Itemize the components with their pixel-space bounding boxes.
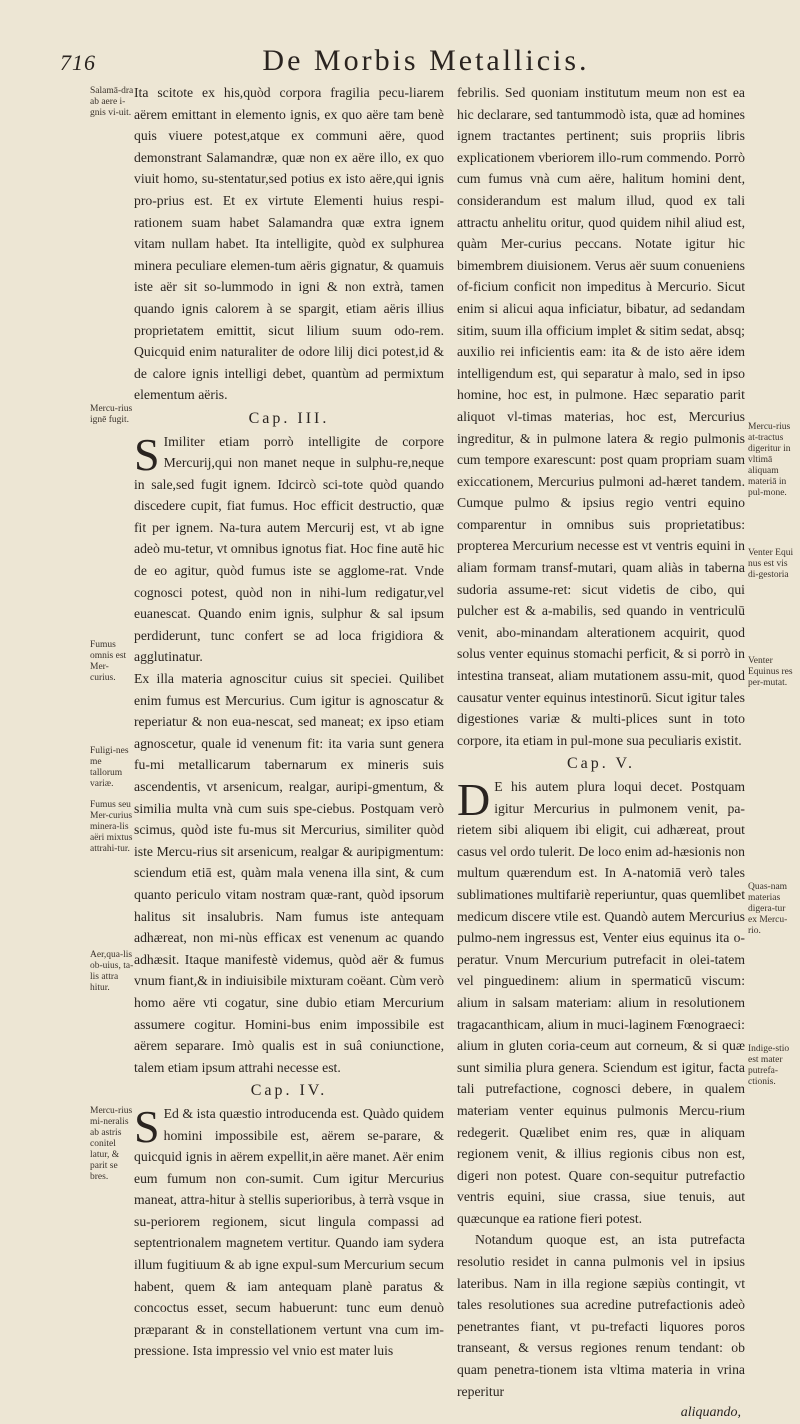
right-column <box>457 82 745 1424</box>
paragraph: febrilis. Sed quoniam institutum meum non est ea hic declarare, sed tantummodò ista, quæ ad homines ignem tractantes pertinent; suis propriis libris explicationem vberiorem illo-rum commendo. Porrò cum fumus vnà cum aëre, halitum homini dent, considerandum est malum illud, quod ex tali attractu anhelitu oritur, quod quidem nihil aliud est, quàm Mer-curius peccans. Notate igitur hic bimembrem diuisionem. Verus aër suum conueniens of-ficium conficit non impeditus à Mercurio. Sicut enim si alicui aqua inficiatur, bibatur, ad sedandam sitim, suum illa officium implet & sitim sedat, absq; auxilio rei inficientis eam: ita & de isto aëre idem intelligendum est, qui separatur à malo, sed in ipso homine, hoc est, in pulmone. Hæc separatio parit aliquot vl-timas materias, hoc est, Mercurius ingreditur, & in pulmone latera & regio pulmonis cum tempore exarescunt: post quam propriam suam exiccationem, Mercurius pulmoni ad-hæret tandem. Cumque pulmo & ipsius regio ventri equino comparentur in omnibus suis proprietatibus: propterea Mercurium necesse est vt ventris equini in aliam formam transf-mutari, quam aliàs in taberna sudoria assume-ret: sicut videtis de cibo, qui pulcher est & a-mabilis, sed quando in ventriculū venit, abo-minandam alterationem acquirit, quod solus venter equinus stomachi perficit, & si porrò in intestina transeat, aliam mutationem assu-mit, quod causatur venter equinus intestinorū. Sicut igitur tales digestiones variæ & multi-plices sunt in toto corpore, ita etiam in pul-mone sua peculiaris existit. <box>457 85 745 748</box>
paragraph: Notandum quoque est, an ista putrefacta resolutio residet in canna pulmonis vel in ipsius lateribus. Nam in illa regione sæpiùs contingit, vt tales resolutiones sua acredine putrefactionis adeò penetrantes fiant, vt pu-trefacti liquores poros transeant, & versus regiones renum tendant: ob quam penetra-tionem ista vltima materia in vrina reperitur <box>457 1232 745 1399</box>
margin-note-mercurius-tractus: Mercu-rius at-tractus digeritur in vltimā aliquam materiā in pul-mone. <box>748 422 791 498</box>
chapter-heading: Cap. IV. <box>250 1082 328 1100</box>
catchword: aliquando, <box>680 1405 741 1421</box>
margin-note-venter-equinus: Venter Equinus res per-mutat. <box>748 656 793 688</box>
margin-note-quasnam: Quas-nam materias digera-tur ex Mercu-rio. <box>748 882 788 936</box>
paragraph: Ita scitote ex his,quòd corpora fragilia pecu-liarem aërem emittant in elemento ignis, ex quo aëre tam benè quis viuere potest,atque ex communi aëre, quod demonstrant Salamandræ, quæ non ex aëre illo, ex quo viuit homo, su-stentatur,sed potius ex isto aëre,qui ignis pro-prius est. Et ex virtute Elementi huius respi-rationem suam habet Salamandra quæ extra ignem vitam nullam habet. Ita intelligite, quòd ex sulphurea minera peculiare elemen-tum aëris gignatur, & quamuis iste aër sit so-lummodo in igni & non extrà, tamen quando ignis calorem à se spargit, etiam aëris illius proprietatem emittit, sicut lilium suum odo-rem. Quicquid enim naturaliter de odore lilij dici potest,id & de calore ignis intelligi debet, quantùm ad permixtum elementum aëris. <box>134 85 444 403</box>
paragraph: Ex illa materia agnoscitur cuius sit speciei. Quilibet enim fumus est Mercurius. Cum igitur is agnoscatur & reperiatur & non eua-nescat, sed maneat; ex ipso etiam agnoscetur, quale id venenum fit: ita varia sunt genera fu-mi metallicarum tabernarum ex mineris suis ascendentis, vt arsenicum, realgar, auripi-gmentum, & similia multa vnà cum suis spe-ciebus. Postquam verò scimus, quòd iste fu-mus sit Mercurius, similiter quòd iste Mercu-rius sit arsenicum, realgar & auripigmentum: sciendum etiā est, quàm mala venena illa sint, & cum quanto periculo vitam nostram quæ-rant, quòd ipsorum halitus sit insalubris. Nam fumus iste antequam adhæreat, non mi-nùs efficax est venenum ac quando adhæsit. Itaque manifestè videmus, quòd aër & fumus vnum fiant,& in indiuisibile mixturam coëant. Cùm verò homo aëre vti cogatur, sine dubio etiam Mercurium assumere cogitur. Homini-bus enim impossibile est aërem separare. Imò qualis est in suâ coniunctione, talem etiam ipsum attrahi necesse est. <box>134 671 444 1075</box>
margin-note-venter-digestoria: Venter Equi nus est vis di-gestoria <box>748 548 794 580</box>
paragraph: S Ed & ista quæstio introducenda est. Quàdo quidem homini impossibile est, aërem se-parare, & quicquid ignis in aërem expellit,in aëre manet. Aër enim eum fumum non con-sumit. Cum igitur Mercurius maneat, attra-hitur à stellis superioribus, à terrà vsque in su-periorem regionem, sicut lingula compassi ad septentrionalem magnetem vertitur. Quando iam sydera illum fugitiuum & ab igne expul-sum Mercurium secum habent, quem & iam antequam planè paratus & concoctus esset, secum habuerunt: tunc eum denuò præparant & in constellationem vertunt vna cum im-pressione. Ista impressio vel vnio est mater luis <box>134 1100 444 1359</box>
drop-cap: D <box>457 774 491 825</box>
chapter-heading: Cap. III. <box>248 409 330 427</box>
margin-note-mercurius-mineralis: Mercu-rius mi-neralis ab astris conitel latur, & parit se bres. <box>90 1106 133 1182</box>
drop-cap: S <box>134 428 160 480</box>
margin-note-fumus-seu: Fumus seu Mer-curius minera-lis aëri mixtus attrahi-tur. <box>90 800 133 854</box>
margin-note-indigestio: Indige-stio est mater putrefa-ctionis. <box>748 1044 790 1087</box>
margin-note-fuligines: Fuligi-nes me tallorum variæ. <box>90 746 129 789</box>
chapter-heading: Cap. V. <box>567 755 635 773</box>
drop-cap: S <box>134 1100 160 1152</box>
paragraph: S Imiliter etiam porrò intelligite de corpore Mercurij,qui non manet neque in sulphu-re,neque in sale,sed fugit ignem. Idcircò sci-tote quòd quando discedere cupit, fiat fumus. Hoc efficit destructio, quæ fit per ignem. Na-tura autem Mercurij est, vt ab igne adeò mu-tetur, vt omnibus ignotus fiat. Hoc fine autē hic de eo agitur, quòd fumus iste se agglome-rat. Vnde cognosci potest, quòd non in nihi-lum redigatur,vel euanescat. Quando enim ignis, sulphur & sal ipsum perdiderunt, tunc confert se ad loca frigidiora & agglutinatur. <box>134 428 445 665</box>
left-column <box>134 82 444 1362</box>
page-header <box>60 44 772 80</box>
margin-note-fumus: Fumus omnis est Mer-curius. <box>90 640 127 683</box>
running-title: De Morbis Metallicis. <box>262 44 590 77</box>
margin-note-aer-qualis: Aer,qua-lis ob-uius, ta-lis attra hitur. <box>90 950 134 993</box>
paragraph: D E his autem plura loqui decet. Postquam igitur Mercurius in pulmonem venit, pa-rietem sibi aliquem ibi eligit, cui adhæreat, prout casus vel ordo tulerit. De loco enim ad-hæsionis non multum quærendum est. In A-natomiā verò tales sublimationes multifariè reperiuntur, quas quemlibet medicum discere vtile est. Quandò autem Mercurius pulmo-nem ingressus est, Venter eius equinus ita o-peratur. Vnum Mercurium putrefacit in olei-tatem vel pinguedinem: alium in spermaticū viscum: alium in salsam materiam: alium in resolutionem tragacanthicam, alium in muci-laginem Fœnograeci: alium in gluten coria-ceum aut corneum, & si quæ sunt similia plura genera. Sciendum est igitur, facta tali putrefactione, cognosci debere, in qualem materiam venter equinus pulmonis Mercu-rium redegerit. Quælibet enim res, quæ in aliquam regionem venit, & illius regionis cibus non est, digeri non potest. Quare con-sequitur putrefactio ventris equini, siue crassa, siue tenuis, aut quæcunque ea ratione fieri potest. <box>457 774 745 1226</box>
margin-note-salamandra: Salamā-dra ab aere i-gnis vi-uit. <box>90 86 134 118</box>
page-number: 716 <box>60 50 96 75</box>
margin-note-mercurius-fugit: Mercu-rius ignē fugit. <box>90 404 133 425</box>
